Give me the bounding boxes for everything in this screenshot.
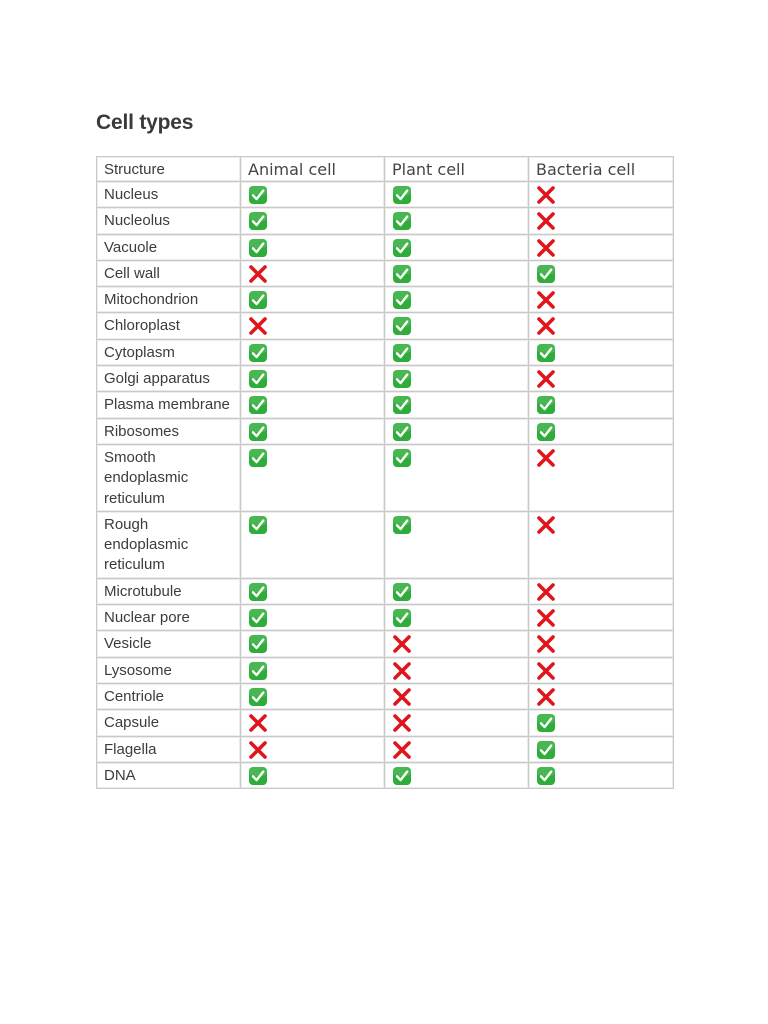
bacteria-cell-value	[529, 511, 674, 578]
structure-name: Rough endoplasmic reticulum	[97, 511, 241, 578]
cross-mark-icon	[536, 211, 556, 230]
column-header-animal-cell: Animal cell	[241, 157, 385, 182]
table-row	[97, 234, 674, 260]
animal-cell-value	[241, 710, 385, 736]
check-mark-button-icon	[536, 264, 556, 283]
table-row	[97, 313, 674, 339]
structure-name: Microtubule	[97, 578, 241, 604]
bacteria-cell-value	[529, 208, 674, 234]
cross-mark-icon	[248, 316, 268, 335]
plant-cell-value	[385, 605, 529, 631]
table-row	[97, 260, 674, 286]
bacteria-cell-value	[529, 313, 674, 339]
check-mark-button-icon	[392, 238, 412, 257]
cross-mark-icon	[392, 661, 412, 680]
table-row	[97, 444, 674, 511]
plant-cell-value	[385, 657, 529, 683]
check-mark-button-icon	[536, 343, 556, 362]
structure-name: Smooth endoplasmic reticulum	[97, 444, 241, 511]
cross-mark-icon	[536, 608, 556, 627]
structure-name: Flagella	[97, 736, 241, 762]
plant-cell-value	[385, 260, 529, 286]
animal-cell-value	[241, 208, 385, 234]
check-mark-button-icon	[392, 582, 412, 601]
column-header-bacteria-cell: Bacteria cell	[529, 157, 674, 182]
table-row	[97, 710, 674, 736]
table-row	[97, 657, 674, 683]
animal-cell-value	[241, 683, 385, 709]
check-mark-button-icon	[392, 395, 412, 414]
cross-mark-icon	[536, 687, 556, 706]
column-header-structure: Structure	[97, 157, 241, 182]
animal-cell-value	[241, 657, 385, 683]
plant-cell-value	[385, 287, 529, 313]
check-mark-button-icon	[248, 582, 268, 601]
animal-cell-value	[241, 631, 385, 657]
cell-types-table	[96, 156, 674, 789]
cross-mark-icon	[536, 238, 556, 257]
check-mark-button-icon	[536, 740, 556, 759]
table-row	[97, 631, 674, 657]
table-row	[97, 683, 674, 709]
check-mark-button-icon	[392, 185, 412, 204]
plant-cell-value	[385, 392, 529, 418]
animal-cell-value	[241, 444, 385, 511]
bacteria-cell-value	[529, 366, 674, 392]
structure-name: Nucleolus	[97, 208, 241, 234]
check-mark-button-icon	[248, 515, 268, 534]
check-mark-button-icon	[248, 290, 268, 309]
check-mark-button-icon	[248, 687, 268, 706]
animal-cell-value	[241, 366, 385, 392]
animal-cell-value	[241, 605, 385, 631]
animal-cell-value	[241, 418, 385, 444]
check-mark-button-icon	[248, 608, 268, 627]
animal-cell-value	[241, 578, 385, 604]
plant-cell-value	[385, 631, 529, 657]
animal-cell-value	[241, 287, 385, 313]
table-row	[97, 762, 674, 788]
bacteria-cell-value	[529, 182, 674, 208]
check-mark-button-icon	[248, 343, 268, 362]
plant-cell-value	[385, 511, 529, 578]
structure-name: Cytoplasm	[97, 339, 241, 365]
plant-cell-value	[385, 444, 529, 511]
check-mark-button-icon	[536, 713, 556, 732]
cross-mark-icon	[536, 290, 556, 309]
plant-cell-value	[385, 339, 529, 365]
table-row	[97, 392, 674, 418]
table-row	[97, 208, 674, 234]
plant-cell-value	[385, 418, 529, 444]
plant-cell-value	[385, 234, 529, 260]
bacteria-cell-value	[529, 578, 674, 604]
check-mark-button-icon	[392, 264, 412, 283]
check-mark-button-icon	[392, 515, 412, 534]
bacteria-cell-value	[529, 392, 674, 418]
table-row	[97, 339, 674, 365]
bacteria-cell-value	[529, 762, 674, 788]
check-mark-button-icon	[248, 369, 268, 388]
table-row	[97, 578, 674, 604]
cross-mark-icon	[392, 713, 412, 732]
check-mark-button-icon	[392, 369, 412, 388]
table-row	[97, 287, 674, 313]
table-row	[97, 366, 674, 392]
table-row	[97, 418, 674, 444]
check-mark-button-icon	[248, 238, 268, 257]
plant-cell-value	[385, 182, 529, 208]
bacteria-cell-value	[529, 710, 674, 736]
table-row	[97, 736, 674, 762]
bacteria-cell-value	[529, 444, 674, 511]
check-mark-button-icon	[248, 766, 268, 785]
check-mark-button-icon	[392, 211, 412, 230]
structure-name: Nuclear pore	[97, 605, 241, 631]
structure-name: Mitochondrion	[97, 287, 241, 313]
cross-mark-icon	[536, 369, 556, 388]
animal-cell-value	[241, 736, 385, 762]
cross-mark-icon	[536, 661, 556, 680]
animal-cell-value	[241, 511, 385, 578]
check-mark-button-icon	[392, 343, 412, 362]
check-mark-button-icon	[392, 290, 412, 309]
bacteria-cell-value	[529, 683, 674, 709]
check-mark-button-icon	[536, 395, 556, 414]
structure-name: Cell wall	[97, 260, 241, 286]
table-row	[97, 511, 674, 578]
cross-mark-icon	[536, 185, 556, 204]
structure-name: Chloroplast	[97, 313, 241, 339]
table-body	[97, 182, 674, 789]
bacteria-cell-value	[529, 736, 674, 762]
cross-mark-icon	[536, 582, 556, 601]
bacteria-cell-value	[529, 260, 674, 286]
structure-name: Ribosomes	[97, 418, 241, 444]
table-row	[97, 182, 674, 208]
table-header-row	[97, 157, 674, 182]
cross-mark-icon	[392, 740, 412, 759]
cross-mark-icon	[248, 740, 268, 759]
check-mark-button-icon	[536, 422, 556, 441]
check-mark-button-icon	[392, 766, 412, 785]
check-mark-button-icon	[248, 185, 268, 204]
check-mark-button-icon	[248, 211, 268, 230]
check-mark-button-icon	[392, 316, 412, 335]
cross-mark-icon	[536, 634, 556, 653]
check-mark-button-icon	[392, 422, 412, 441]
structure-name: Vesicle	[97, 631, 241, 657]
check-mark-button-icon	[392, 608, 412, 627]
structure-name: DNA	[97, 762, 241, 788]
structure-name: Golgi apparatus	[97, 366, 241, 392]
plant-cell-value	[385, 762, 529, 788]
structure-name: Nucleus	[97, 182, 241, 208]
bacteria-cell-value	[529, 631, 674, 657]
cross-mark-icon	[392, 634, 412, 653]
animal-cell-value	[241, 182, 385, 208]
bacteria-cell-value	[529, 287, 674, 313]
structure-name: Plasma membrane	[97, 392, 241, 418]
plant-cell-value	[385, 578, 529, 604]
plant-cell-value	[385, 313, 529, 339]
structure-name: Vacuole	[97, 234, 241, 260]
check-mark-button-icon	[536, 766, 556, 785]
structure-name: Capsule	[97, 710, 241, 736]
animal-cell-value	[241, 260, 385, 286]
page-title: Cell types	[96, 111, 194, 134]
plant-cell-value	[385, 366, 529, 392]
check-mark-button-icon	[248, 448, 268, 467]
bacteria-cell-value	[529, 418, 674, 444]
bacteria-cell-value	[529, 339, 674, 365]
bacteria-cell-value	[529, 234, 674, 260]
animal-cell-value	[241, 313, 385, 339]
check-mark-button-icon	[392, 448, 412, 467]
animal-cell-value	[241, 762, 385, 788]
plant-cell-value	[385, 736, 529, 762]
cross-mark-icon	[392, 687, 412, 706]
check-mark-button-icon	[248, 422, 268, 441]
animal-cell-value	[241, 234, 385, 260]
cross-mark-icon	[536, 448, 556, 467]
plant-cell-value	[385, 208, 529, 234]
plant-cell-value	[385, 683, 529, 709]
check-mark-button-icon	[248, 395, 268, 414]
structure-name: Centriole	[97, 683, 241, 709]
cross-mark-icon	[536, 316, 556, 335]
plant-cell-value	[385, 710, 529, 736]
cross-mark-icon	[248, 713, 268, 732]
structure-name: Lysosome	[97, 657, 241, 683]
animal-cell-value	[241, 339, 385, 365]
cross-mark-icon	[248, 264, 268, 283]
check-mark-button-icon	[248, 661, 268, 680]
cross-mark-icon	[536, 515, 556, 534]
column-header-plant-cell: Plant cell	[385, 157, 529, 182]
animal-cell-value	[241, 392, 385, 418]
bacteria-cell-value	[529, 657, 674, 683]
bacteria-cell-value	[529, 605, 674, 631]
table-row	[97, 605, 674, 631]
check-mark-button-icon	[248, 634, 268, 653]
